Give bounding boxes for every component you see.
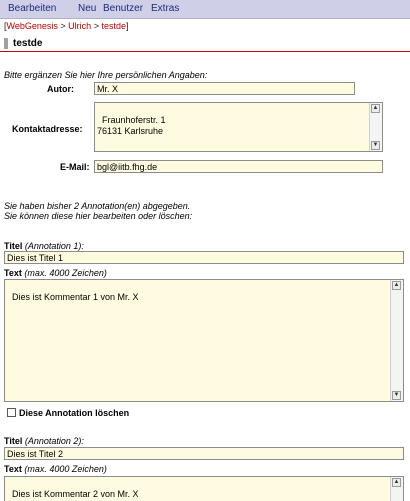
address-textarea[interactable] (94, 102, 383, 152)
email-input[interactable]: bgl@iitb.fhg.de (94, 160, 383, 173)
scroll-down-arrow-icon[interactable]: ▼ (393, 392, 400, 398)
annotation-1-delete-checkbox[interactable] (7, 408, 16, 417)
annotation-2-scrollbar[interactable] (390, 477, 403, 501)
annotation-2-text: Dies ist Kommentar 2 von Mr. X (12, 489, 139, 499)
scroll-up-arrow-icon[interactable]: ▲ (372, 105, 379, 111)
breadcrumb: [WebGenesis > Ulrich > testde] (4, 21, 129, 31)
scroll-up-arrow-icon[interactable]: ▲ (393, 479, 400, 485)
annotation-2-textarea[interactable] (4, 476, 404, 501)
annotation-1-textarea[interactable] (4, 279, 404, 402)
annotation-2-title-label: Titel (Annotation 2): (4, 436, 84, 446)
annotation-count-text: Sie haben bisher 2 Annotation(en) abgegeben. (4, 201, 191, 211)
annotation-edit-hint: Sie können diese hier bearbeiten oder löschen: (4, 211, 193, 221)
menu-item-neu[interactable]: Neu (78, 3, 97, 14)
breadcrumb-webgenesis[interactable]: WebGenesis (6, 21, 58, 31)
annotation-1-text: Dies ist Kommentar 1 von Mr. X (12, 292, 139, 302)
page-title-bar (0, 36, 410, 52)
annotation-1-scrollbar[interactable] (390, 280, 403, 401)
address-text: Fraunhoferstr. 1 76131 Karlsruhe (97, 115, 166, 136)
annotation-1-text-label: Text (max. 4000 Zeichen) (4, 268, 107, 278)
annotation-1-delete-label[interactable]: Diese Annotation löschen (19, 408, 130, 418)
menu-item-bearbeiten[interactable]: Bearbeiten (8, 3, 57, 14)
address-label: Kontaktadresse: (12, 124, 83, 134)
email-label: E-Mail: (60, 162, 90, 172)
page-title: testde (13, 38, 43, 49)
breadcrumb-ulrich[interactable]: Ulrich (68, 21, 92, 31)
annotation-1-title-input[interactable]: Dies ist Titel 1 (4, 251, 404, 264)
author-input[interactable]: Mr. X (94, 82, 355, 95)
menu-bar (0, 0, 410, 19)
annotation-1-title-label: Titel (Annotation 1): (4, 241, 84, 251)
scroll-up-arrow-icon[interactable]: ▲ (393, 282, 400, 288)
author-label: Autor: (47, 84, 74, 94)
menu-item-benutzer[interactable]: Benutzer (103, 3, 144, 14)
breadcrumb-testde[interactable]: testde (101, 21, 127, 31)
address-scrollbar[interactable] (369, 103, 382, 151)
menu-item-extras[interactable]: Extras (151, 3, 180, 14)
annotation-2-title-input[interactable]: Dies ist Titel 2 (4, 447, 404, 460)
title-marker (4, 38, 8, 49)
annotation-2-text-label: Text (max. 4000 Zeichen) (4, 464, 107, 474)
intro-text: Bitte ergänzen Sie hier Ihre persönlichen Angaben: (4, 70, 208, 80)
scroll-down-arrow-icon[interactable]: ▼ (372, 142, 379, 148)
